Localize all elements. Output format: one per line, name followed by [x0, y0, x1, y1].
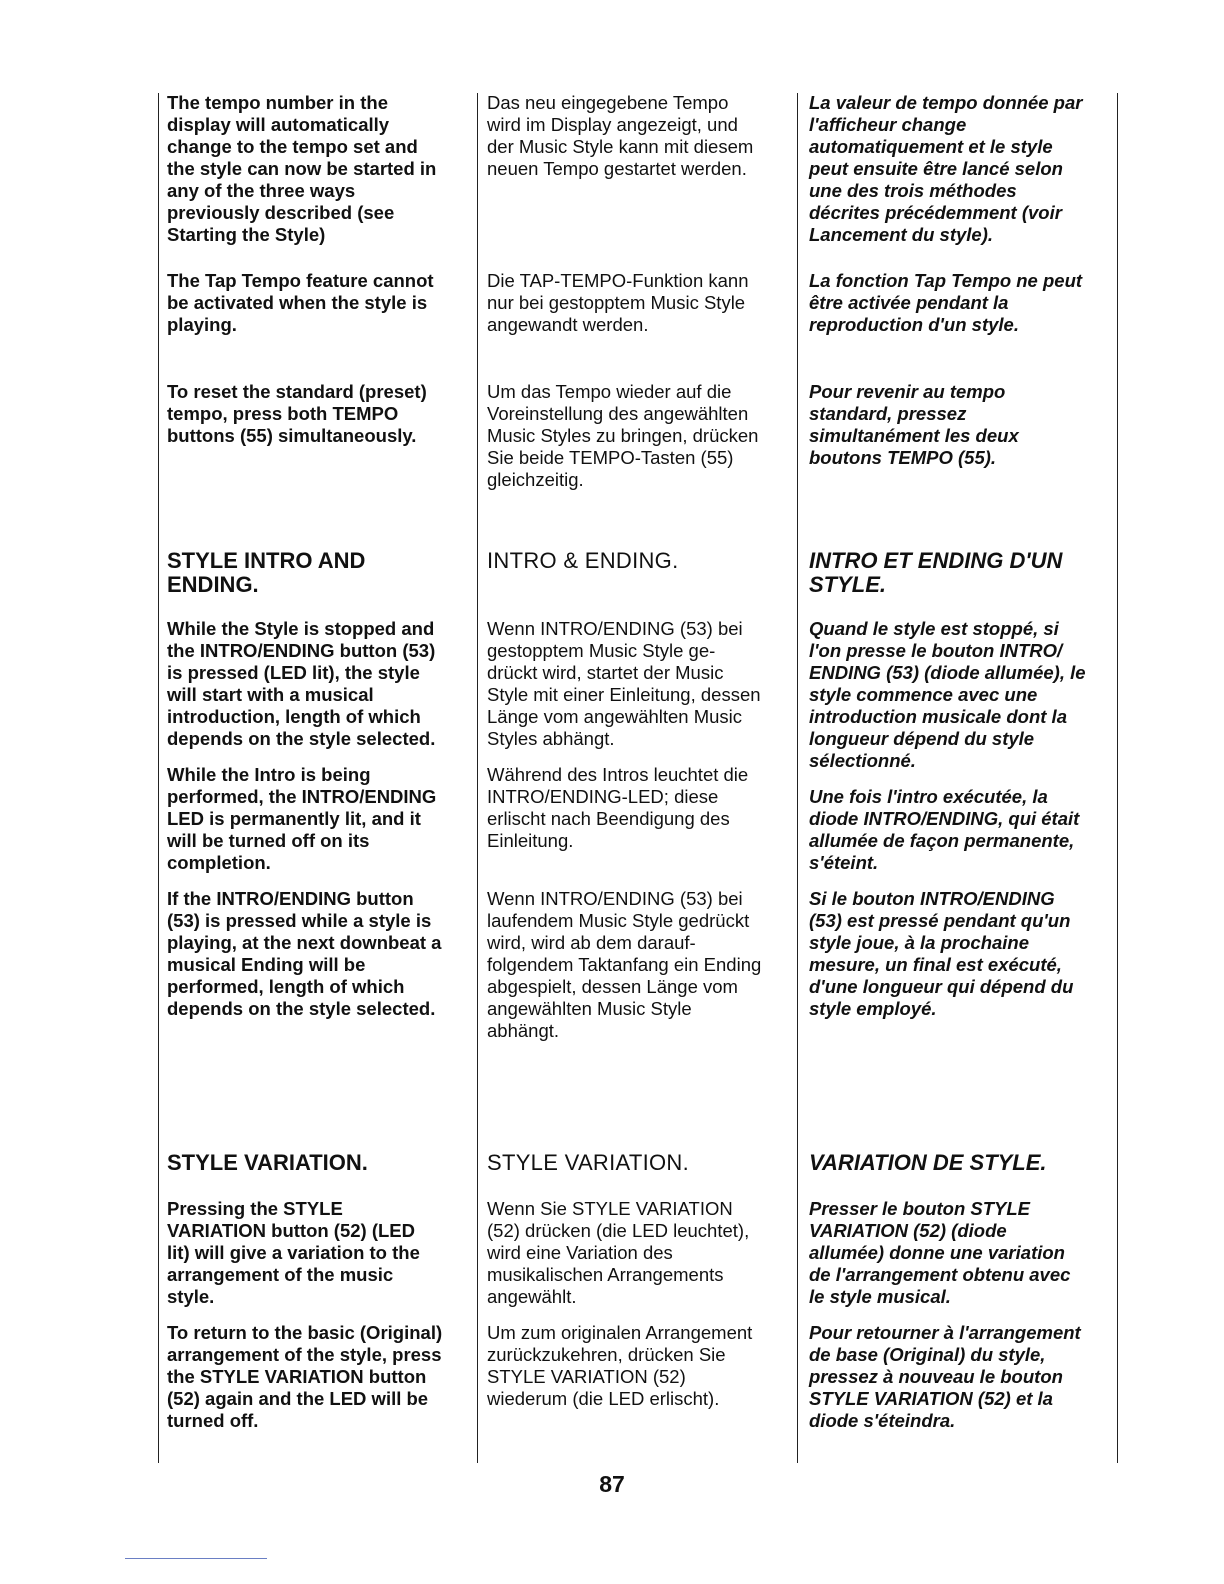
en-tap-tempo-paragraph: The Tap Tempo feature cannot be activated when the style is playing.: [167, 270, 434, 335]
column-rule-left: [158, 93, 159, 1463]
de-variation-paragraph: Wenn Sie STYLE VARIATION (52) drücken (die LED leuchtet), wird eine Variation des musikalischen Arrangements angewählt.: [487, 1198, 750, 1307]
de-intro-led-paragraph: Während des Intros leuchtet die INTRO/ENDING-LED; diese erlischt nach Beendigung des Einleitung.: [487, 764, 749, 851]
en-variation-paragraph: Pressing the STYLE VARIATION button (52) (LED lit) will give a variation to the arrangement of the music style.: [167, 1198, 420, 1307]
en-reset-tempo-paragraph: To reset the standard (preset) tempo, press both TEMPO buttons (55) simultaneously.: [167, 381, 427, 446]
de-reset-tempo-paragraph: Um das Tempo wieder auf die Voreinstellung des angewählten Music Styles zu bringen, drücken Sie beide TEMPO-Tasten (55) gleichzeitig.: [487, 381, 759, 490]
fr-style-variation-heading: VARIATION DE STYLE.: [809, 1150, 1047, 1175]
column-rule-center-left: [477, 93, 478, 1463]
fr-intro-led-paragraph: Une fois l'intro exécutée, la diode INTRO/ENDING, qui était allumée de façon permanente, s'éteint.: [809, 786, 1080, 873]
fr-reset-tempo-paragraph: Pour revenir au tempo standard, pressez simultanément les deux boutons TEMPO (55).: [809, 381, 1019, 468]
fr-variation-return-paragraph: Pour retourner à l'arrangement de base (Original) du style, pressez à nouveau le bouton STYLE VARIATION (52) et la diode s'éteindra.: [809, 1322, 1081, 1431]
fr-intro-start-paragraph: Quand le style est stoppé, si l'on presse le bouton INTRO/ ENDING (53) (diode allumée), le style commence avec une introduction musicale dont la longueur dépend du style sélectionné.: [809, 618, 1086, 771]
de-style-variation-heading: STYLE VARIATION.: [487, 1150, 690, 1175]
de-ending-paragraph: Wenn INTRO/ENDING (53) bei laufendem Music Style gedrückt wird, wird ab dem darauf- folgendem Taktanfang ein Ending abgespielt, dessen Länge vom angewählten Music Style abhängt.: [487, 888, 762, 1041]
de-tempo-display-paragraph: Das neu eingegebene Tempo wird im Display angezeigt, und der Music Style kann mit diesem neuen Tempo gestartet werden.: [487, 92, 754, 179]
en-style-variation-heading: STYLE VARIATION.: [167, 1150, 368, 1175]
page-number: 87: [599, 1471, 625, 1497]
de-tap-tempo-paragraph: Die TAP-TEMPO-Funktion kann nur bei gestopptem Music Style angewandt werden.: [487, 270, 749, 335]
de-variation-return-paragraph: Um zum originalen Arrangement zurückzukehren, drücken Sie STYLE VARIATION (52) wiederum (die LED erlischt).: [487, 1322, 753, 1409]
de-intro-ending-heading: INTRO & ENDING.: [487, 548, 679, 573]
en-intro-start-paragraph: While the Style is stopped and the INTRO/ENDING button (53) is pressed (LED lit), the style will start with a musical introduction, length of which depends on the style selected.: [167, 618, 436, 749]
en-variation-return-paragraph: To return to the basic (Original) arrangement of the style, press the STYLE VARIATION button (52) again and the LED will be turned off.: [167, 1322, 443, 1431]
fr-variation-paragraph: Presser le bouton STYLE VARIATION (52) (diode allumée) donne une variation de l'arrangement obtenu avec le style musical.: [809, 1198, 1071, 1307]
en-intro-led-paragraph: While the Intro is being performed, the INTRO/ENDING LED is permanently lit, and it will be turned off on its completion.: [167, 764, 437, 873]
column-rule-right: [1117, 93, 1118, 1463]
en-tempo-display-paragraph: The tempo number in the display will automatically change to the tempo set and the style can now be started in any of the three ways previously described (see Starting the Style): [167, 92, 437, 245]
footer-rule: [125, 1558, 267, 1559]
de-intro-start-paragraph: Wenn INTRO/ENDING (53) bei gestopptem Music Style ge- drückt wird, startet der Music Style mit einer Einleitung, dessen Länge vom angewählten Music Styles abhängt.: [487, 618, 761, 749]
fr-intro-ending-heading: INTRO ET ENDING D'UN STYLE.: [809, 548, 1063, 597]
fr-tap-tempo-paragraph: La fonction Tap Tempo ne peut être activée pendant la reproduction d'un style.: [809, 270, 1083, 335]
en-ending-paragraph: If the INTRO/ENDING button (53) is pressed while a style is playing, at the next downbeat a musical Ending will be performed, length of which depends on the style selected.: [167, 888, 442, 1019]
fr-ending-paragraph: Si le bouton INTRO/ENDING (53) est pressé pendant qu'un style joue, à la prochaine mesure, un final est exécuté, d'une longueur qui dépend du style employé.: [809, 888, 1074, 1019]
column-rule-center-right: [797, 93, 798, 1463]
en-intro-ending-heading: STYLE INTRO AND ENDING.: [167, 548, 366, 597]
fr-tempo-display-paragraph: La valeur de tempo donnée par l'afficheur change automatiquement et le style peut ensuite être lancé selon une des trois méthodes décrites précédemment (voir Lancement du style).: [809, 92, 1083, 245]
